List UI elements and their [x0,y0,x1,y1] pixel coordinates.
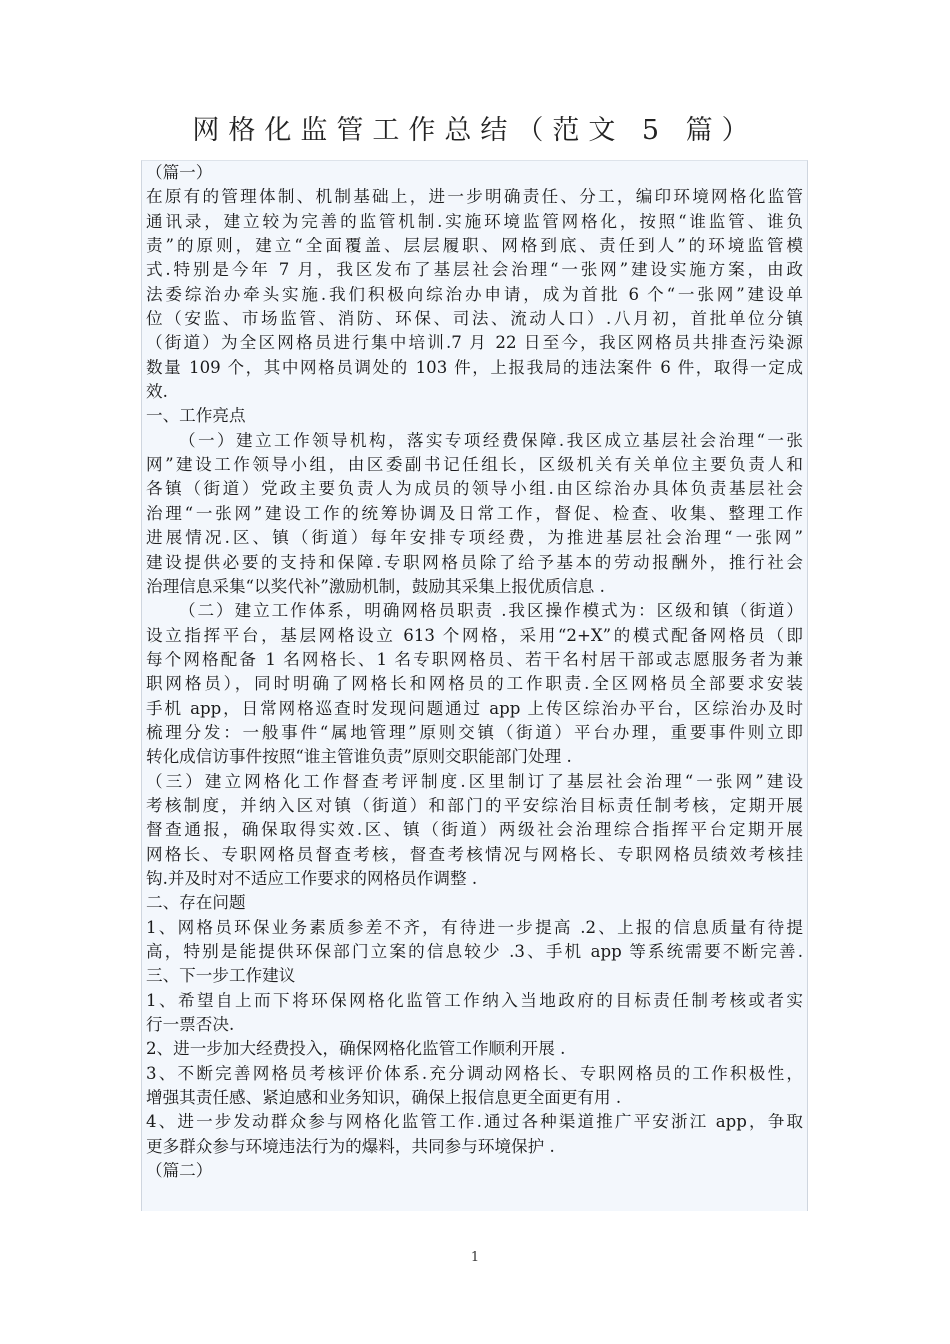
text-line: 治理“一张网”建设工作的统筹协调及日常工作，督促、检查、收集、整理工作 [146,503,803,523]
text-line: 效. [146,382,168,402]
text-line: 更多群众参与环境违法行为的爆料，共同参与环境保护 . [146,1136,555,1156]
text-line: （篇二） [146,1161,213,1181]
text-line: 二、存在问题 [146,893,246,913]
text-line: （篇一） [146,163,213,182]
text-line: 式.特别是今年 7 月，我区发布了基层社会治理“一张网”建设实施方案，由政 [146,260,803,280]
text-line: 位（安监、市场监管、消防、环保、司法、流动人口）.八月初，首批单位分镇 [146,309,803,329]
text-line: 增强其责任感、紧迫感和业务知识，确保上报信息更全面更有用 . [146,1088,622,1108]
text-line: 责”的原则，建立“全面覆盖、层层履职、网格到底、责任到人”的环境监管模 [146,236,803,256]
text-line: 4、进一步发动群众参与网格化监管工作.通过各种渠道推广平安浙江 app，争取 [146,1112,803,1132]
text-line: 3、不断完善网格员考核评价体系.充分调动网格长、专职网格员的工作积极性， [146,1063,803,1083]
text-line: 治理信息采集“以奖代补”激励机制，鼓励其采集上报优质信息 . [146,576,605,596]
text-line: 行一票否决. [146,1015,235,1035]
text-line: 督查通报，确保取得实效.区、镇（街道）两级社会治理综合指挥平台定期开展 [146,820,803,840]
text-line: （一）建立工作领导机构，落实专项经费保障.我区成立基层社会治理“一张 [179,430,803,450]
text-line: 在原有的管理体制、机制基础上，进一步明确责任、分工，编印环境网格化监管 [146,187,803,207]
text-line: 钩.并及时对不适应工作要求的网格员作调整 . [146,868,478,888]
text-line: 高，特别是能提供环保部门立案的信息较少 .3、手机 app 等系统需要不断完善. [146,942,803,961]
text-line: 转化成信访事件按照“谁主管谁负责”原则交职能部门处理 . [146,747,572,767]
page-number: 1 [470,1250,480,1265]
text-line: 考核制度，并纳入区对镇（街道）和部门的平安综治目标责任制考核，定期开展 [146,795,803,815]
text-line: 进展情况.区、镇（街道）每年安排专项经费，为推进基层社会治理“一张网” [146,528,803,548]
text-line: 职网格员），同时明确了网格长和网格员的工作职责.全区网格员全部要求安装 [146,674,803,694]
text-line: 三、下一步工作建议 [146,966,296,986]
text-line: 1、希望自上而下将环保网格化监管工作纳入当地政府的目标责任制考核或者实 [146,990,803,1010]
text-line: 设立指挥平台，基层网格设立 613 个网格，采用“2+X”的模式配备网格员（即 [146,625,803,645]
text-line: 手机 app，日常网格巡查时发现问题通过 app 上传区综治办平台，区综治办及时 [146,698,803,718]
text-line: 2、进一步加大经费投入，确保网格化监管工作顺利开展 . [146,1039,566,1059]
text-line: （街道）为全区网格员进行集中培训.7 月 22 日至今，我区网格员共排查污染源 [146,333,803,353]
text-line: 一、工作亮点 [146,406,246,426]
text-line: 数量 109 个，其中网格员调处的 103 件，上报我局的违法案件 6 件，取得一定成 [146,357,803,377]
text-line: 建设提供必要的支持和保障.专职网格员除了给予基本的劳动报酬外，推行社会 [146,552,803,572]
text-line: （三）建立网格化工作督查考评制度.区里制订了基层社会治理“一张网”建设 [146,771,803,791]
text-line: 各镇（街道）党政主要负责人为成员的领导小组.由区综治办具体负责基层社会 [146,479,803,499]
text-line: 每个网格配备 1 名网格长、1 名专职网格员、若干名村居干部或志愿服务者为兼 [146,649,803,669]
text-line: 网格长、专职网格员督查考核，督查考核情况与网格长、专职网格员绩效考核挂 [146,844,803,864]
text-line: （二）建立工作体系，明确网格员职责 .我区操作模式为：区级和镇（街道） [179,601,803,621]
page-title: 网格化监管工作总结（范文 5 篇） [192,115,758,146]
text-line: 梳理分发：一般事件“属地管理”原则交镇（街道）平台办理，重要事件则立即 [146,722,803,742]
text-line: 1、网格员环保业务素质参差不齐，有待进一步提高 .2、上报的信息质量有待提 [146,917,803,937]
text-line: 法委综治办牵头实施.我们积极向综治办申请，成为首批 6 个“一张网”建设单 [146,284,803,304]
text-line: 通讯录，建立较为完善的监管机制.实施环境监管网格化，按照“谁监管、谁负 [146,211,803,231]
text-line: 网”建设工作领导小组，由区委副书记任组长，区级机关有关单位主要负责人和 [146,455,803,475]
document-body [141,160,808,1211]
